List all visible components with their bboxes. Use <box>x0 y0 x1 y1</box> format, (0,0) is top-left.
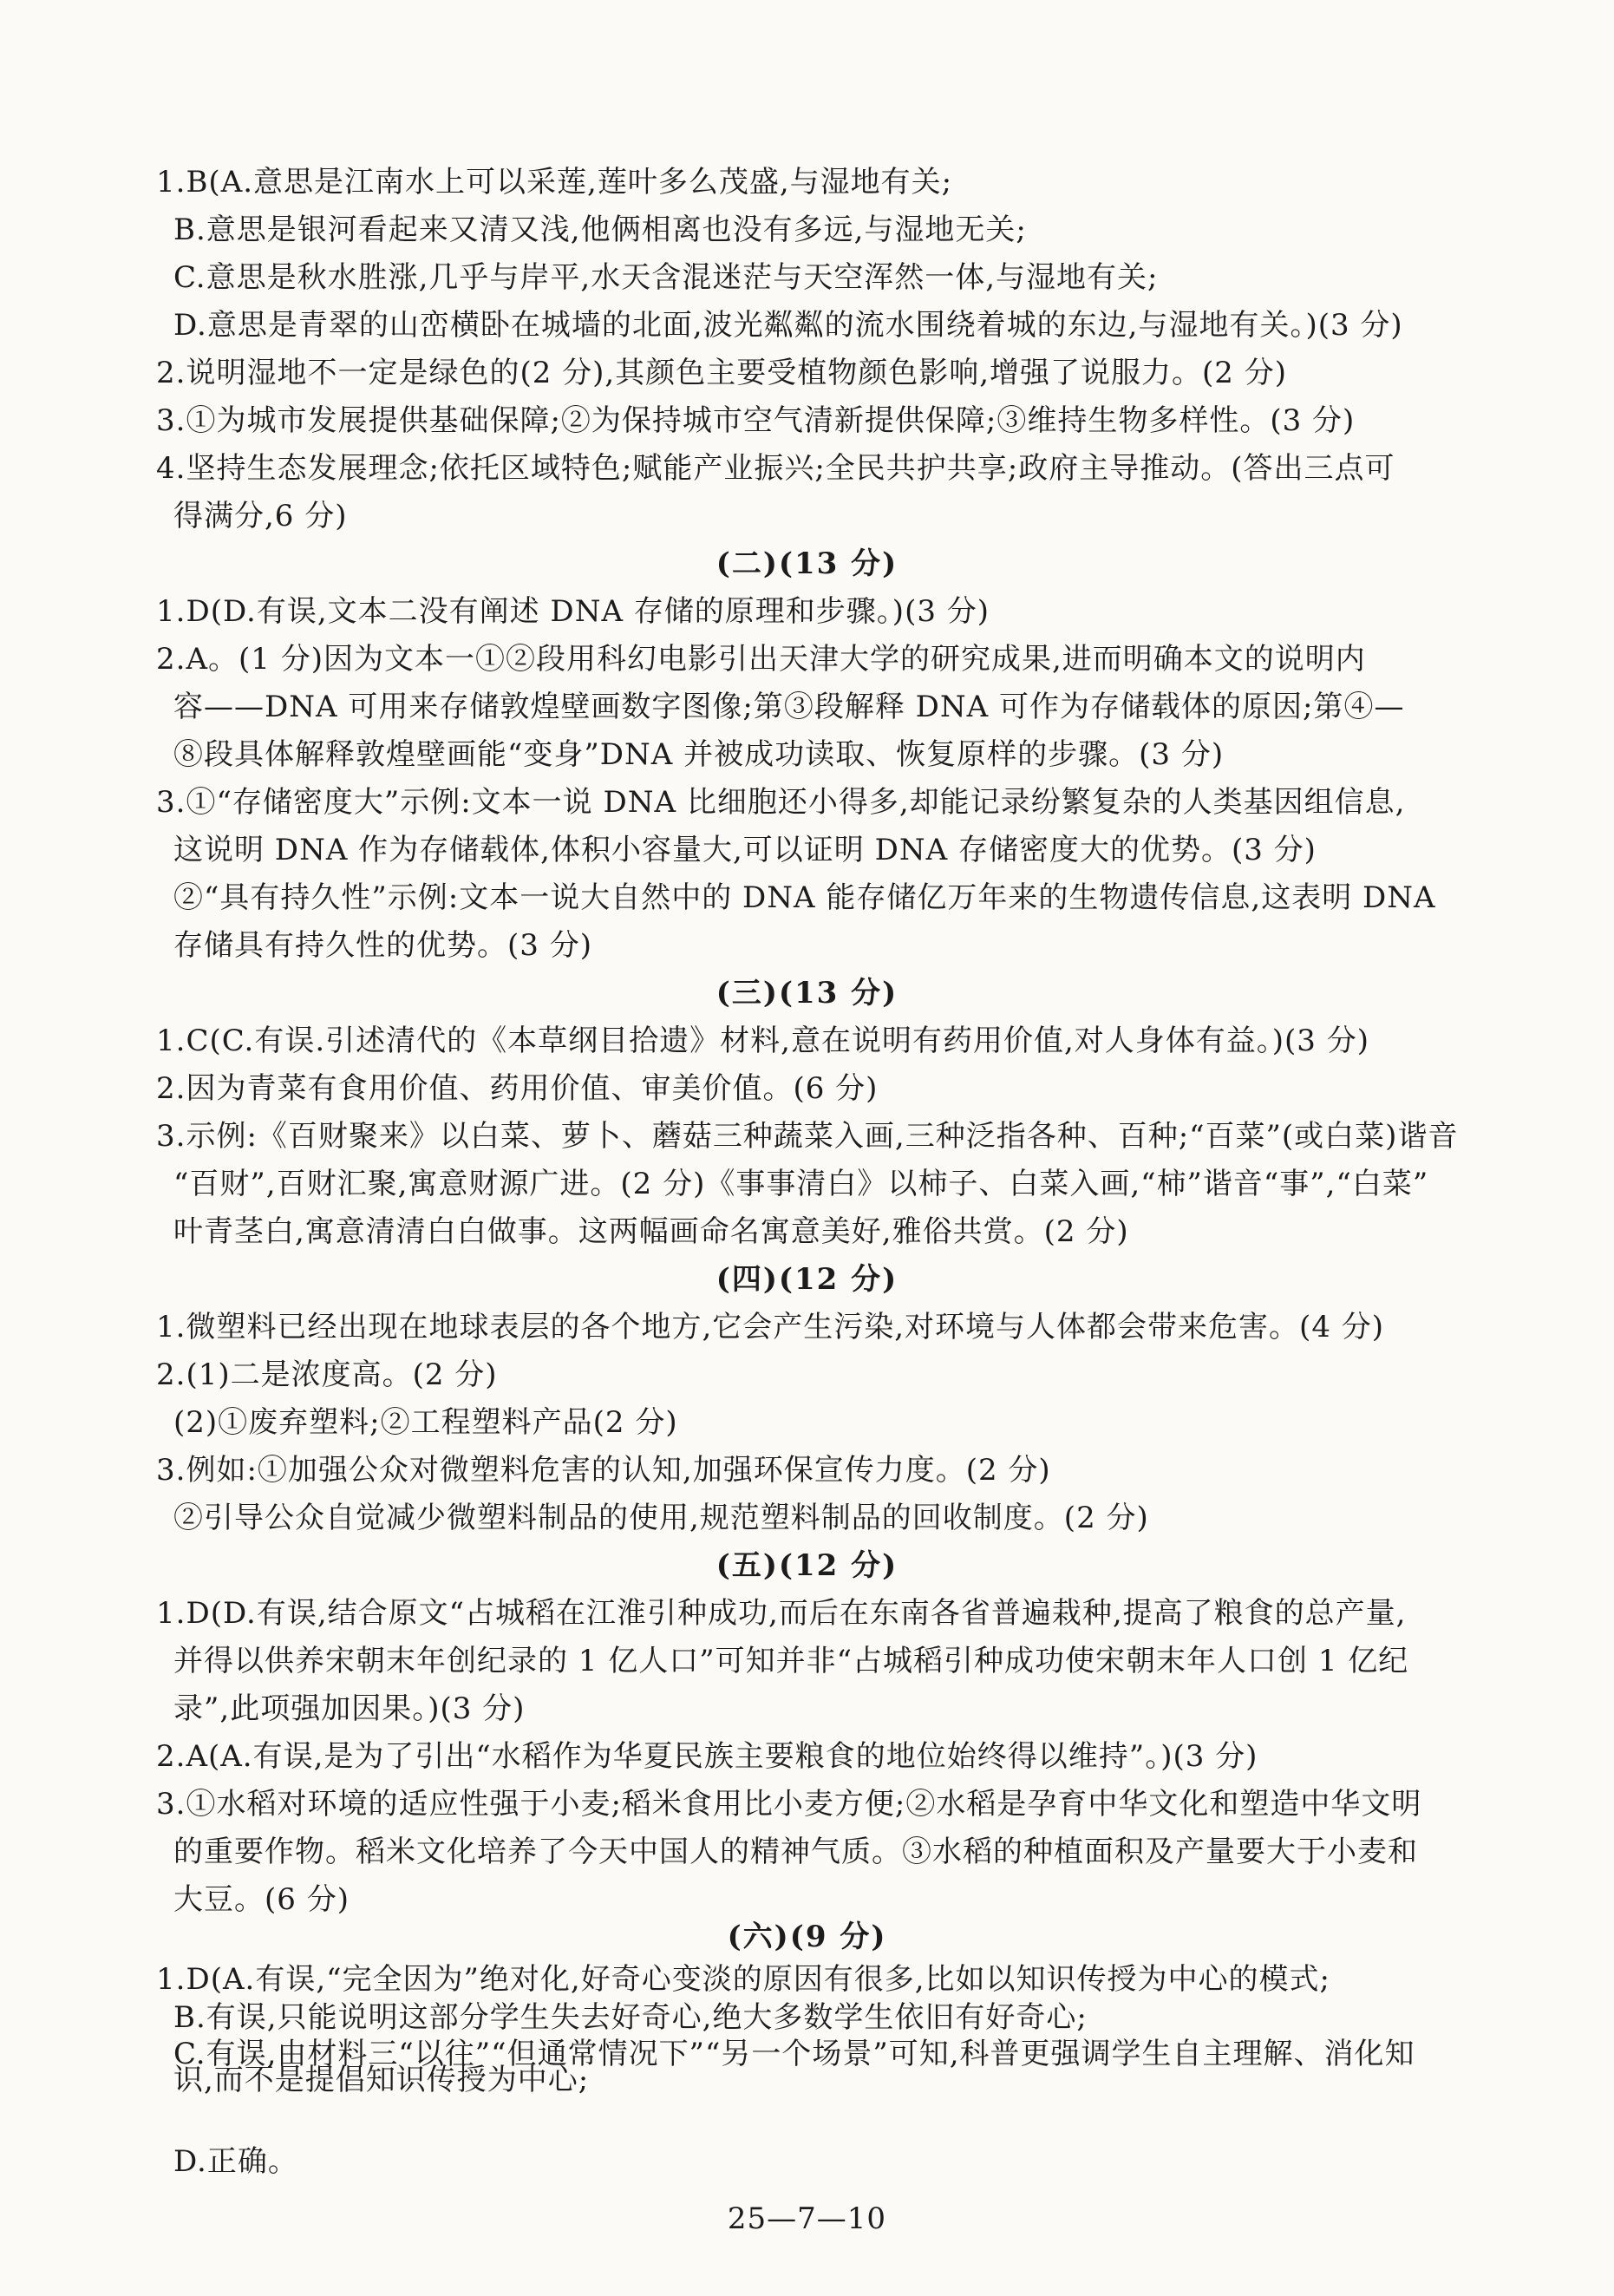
answer-line: 的重要作物。稻米文化培养了今天中国人的精神气质。③水稻的种植面积及产量要大于小麦和 <box>173 1835 1418 1869</box>
answer-line: ②“具有持久性”示例:文本一说大自然中的 DNA 能存储亿万年来的生物遗传信息,这表明 DNA <box>173 880 1436 915</box>
section-title: (二)(13 分) <box>716 546 898 581</box>
answer-line: 4.坚持生态发展理念;依托区域特色;赋能产业振兴;全民共护共享;政府主导推动。(答出三点可 <box>156 451 1395 486</box>
page-number: 25—7—10 <box>727 2201 887 2236</box>
answer-line: 2.A(A.有误,是为了引出“水稻作为华夏民族主要粮食的地位始终得以维持”。)(3 分) <box>156 1739 1258 1774</box>
answer-line: 2.说明湿地不一定是绿色的(2 分),其颜色主要受植物颜色影响,增强了说服力。(2 分) <box>156 356 1287 390</box>
answer-line: 1.C(C.有误.引述清代的《本草纲目拾遗》材料,意在说明有药用价值,对人身体有益。)(3 分) <box>156 1024 1369 1058</box>
answer-line: 1.D(D.有误,结合原文“占城稻在江淮引种成功,而后在东南各省普遍栽种,提高了粮食的总产量, <box>156 1596 1407 1631</box>
answer-line: 容——DNA 可用来存储敦煌壁画数字图像;第③段解释 DNA 可作为存储载体的原因;第④— <box>173 690 1405 724</box>
answer-line: D.意思是青翠的山峦横卧在城墙的北面,波光粼粼的流水围绕着城的东边,与湿地有关。)(3 分) <box>173 308 1403 343</box>
answer-line: 3.①水稻对环境的适应性强于小麦;稻米食用比小麦方便;②水稻是孕育中华文化和塑造中华文明 <box>156 1787 1422 1822</box>
answer-line: 3.例如:①加强公众对微塑料危害的认知,加强环保宣传力度。(2 分) <box>156 1453 1051 1488</box>
answer-line: 1.B(A.意思是江南水上可以采莲,莲叶多么茂盛,与湿地有关; <box>156 165 953 200</box>
answer-line: 叶青茎白,寓意清清白白做事。这两幅画命名寓意美好,雅俗共赏。(2 分) <box>173 1214 1129 1249</box>
answer-line: 1.D(D.有误,文本二没有阐述 DNA 存储的原理和步骤。)(3 分) <box>156 594 990 629</box>
section-title: (六)(9 分) <box>727 1920 887 1954</box>
answer-line: 3.①“存储密度大”示例:文本一说 DNA 比细胞还小得多,却能记录纷繁复杂的人类基因组信息, <box>156 785 1406 820</box>
answer-line: 存储具有持久性的优势。(3 分) <box>173 928 592 963</box>
answer-line: C.意思是秋水胜涨,几乎与岸平,水天含混迷茫与天空浑然一体,与湿地有关; <box>173 260 1159 295</box>
answer-line: D.正确。 <box>173 2144 298 2179</box>
answer-line: B.有误,只能说明这部分学生失去好奇心,绝大多数学生依旧有好奇心; <box>173 2000 1088 2035</box>
answer-line: 2.因为青菜有食用价值、药用价值、审美价值。(6 分) <box>156 1071 879 1106</box>
answer-line: 并得以供养宋朝末年创纪录的 1 亿人口”可知并非“占城稻引种成功使宋朝末年人口创 1 亿纪 <box>173 1644 1409 1678</box>
answer-line: 这说明 DNA 作为存储载体,体积小容量大,可以证明 DNA 存储密度大的优势。(3 分) <box>173 833 1317 867</box>
answer-line: 2.A。(1 分)因为文本一①②段用科幻电影引出天津大学的研究成果,进而明确本文的说明内 <box>156 642 1366 677</box>
section-title: (三)(13 分) <box>716 976 898 1011</box>
answer-line: 1.微塑料已经出现在地球表层的各个地方,它会产生污染,对环境与人体都会带来危害。(4 分) <box>156 1310 1385 1344</box>
answer-line: C.有误,由材料三“以往”“但通常情况下”“另一个场景”可知,科普更强调学生自主理解、消化知 <box>173 2037 1415 2071</box>
answer-line: 2.(1)二是浓度高。(2 分) <box>156 1357 498 1392</box>
answer-line: (2)①废弃塑料;②工程塑料产品(2 分) <box>173 1405 678 1440</box>
answer-line: 3.示例:《百财聚来》以白菜、萝卜、蘑菇三种蔬菜入画,三种泛指各种、百种;“百菜”(或白菜)谐音 <box>156 1119 1459 1154</box>
answer-line: 大豆。(6 分) <box>173 1882 350 1917</box>
answer-line: “百财”,百财汇聚,寓意财源广进。(2 分)《事事清白》以柿子、白菜入画,“柿”谐音“事”,“白菜” <box>173 1167 1429 1201</box>
section-title: (五)(12 分) <box>716 1548 898 1583</box>
answer-line: 3.①为城市发展提供基础保障;②为保持城市空气清新提供保障;③维持生物多样性。(3 分) <box>156 403 1356 438</box>
section-title: (四)(12 分) <box>716 1262 898 1297</box>
answer-line: B.意思是银河看起来又清又浅,他俩相离也没有多远,与湿地无关; <box>173 213 1027 247</box>
answer-line: ⑧段具体解释敦煌壁画能“变身”DNA 并被成功读取、恢复原样的步骤。(3 分) <box>173 737 1225 772</box>
answer-line: 录”,此项强加因果。)(3 分) <box>173 1691 526 1726</box>
answer-line: ②引导公众自觉减少微塑料制品的使用,规范塑料制品的回收制度。(2 分) <box>173 1501 1149 1535</box>
answer-line: 得满分,6 分) <box>173 499 348 533</box>
answer-line: 识,而不是提倡知识传授为中心; <box>173 2063 590 2097</box>
answer-line: 1.D(A.有误,“完全因为”绝对化,好奇心变淡的原因有很多,比如以知识传授为中心的模式; <box>156 1962 1330 1997</box>
